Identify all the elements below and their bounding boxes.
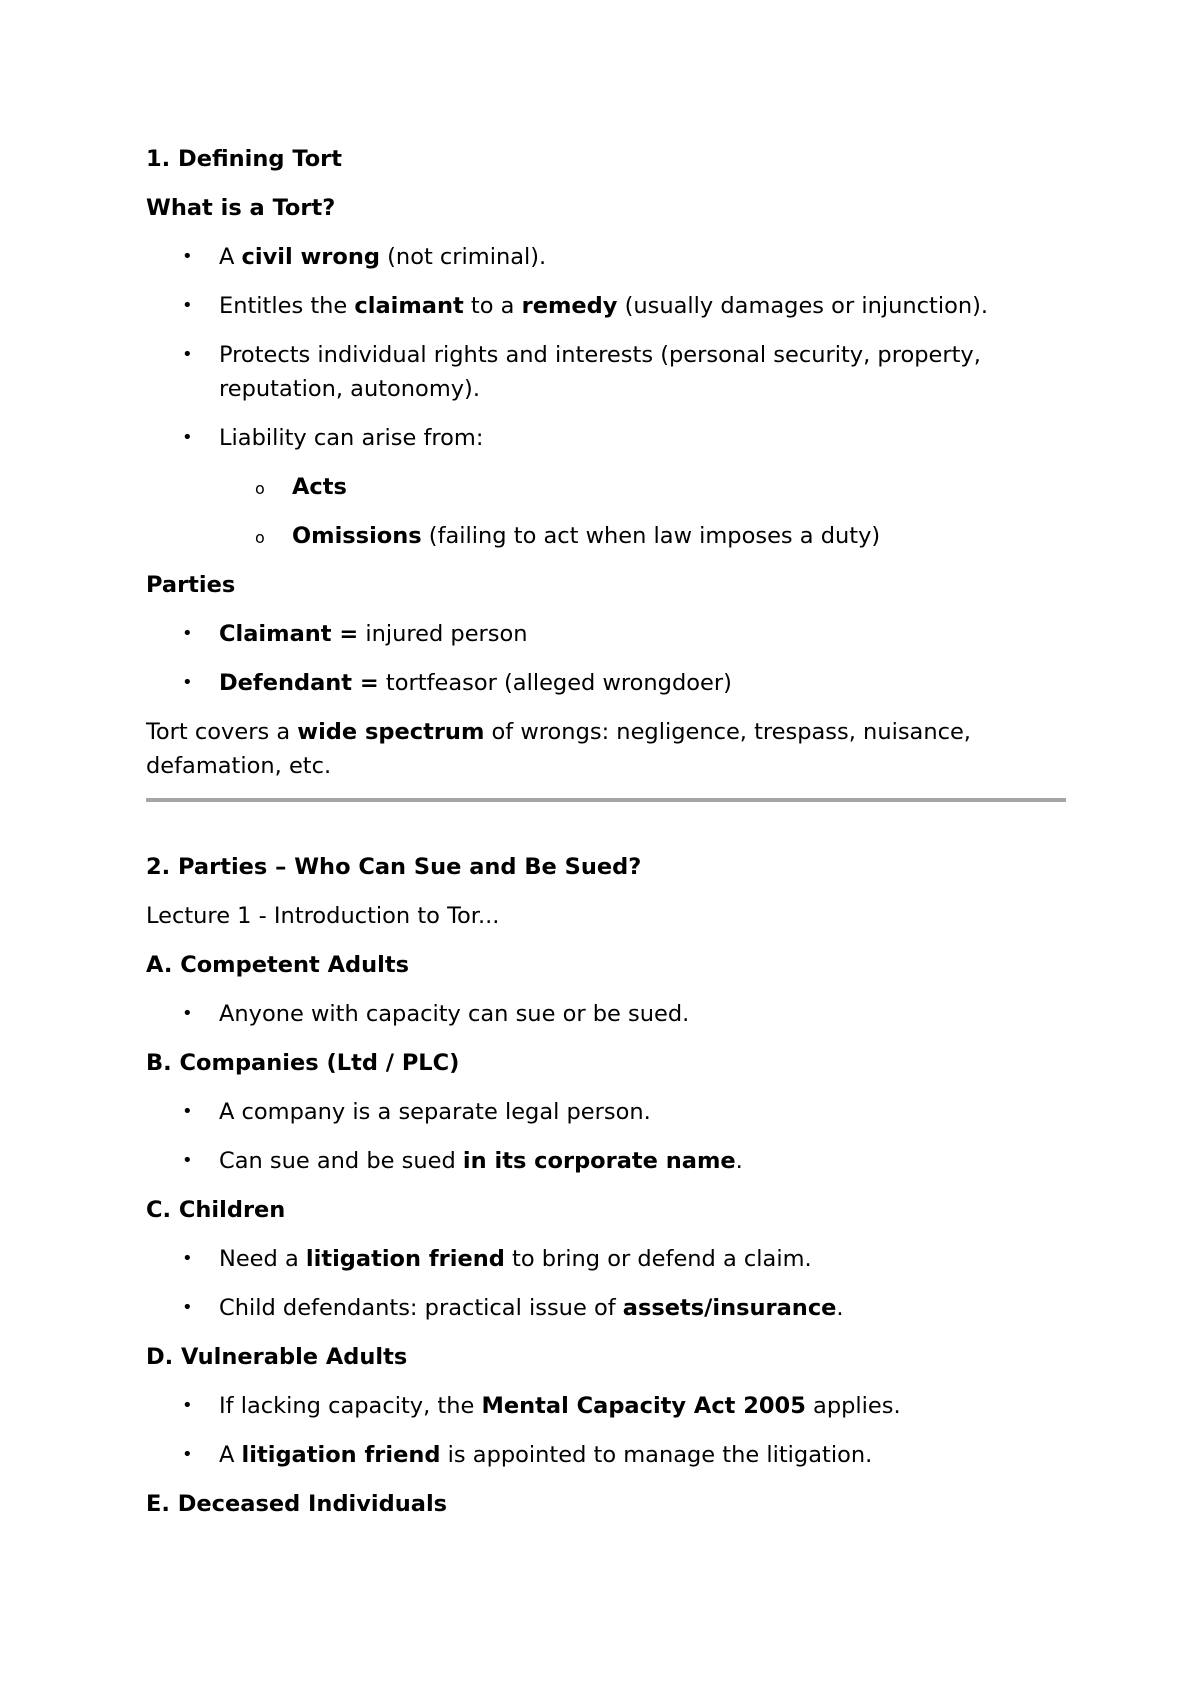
list-item: • Defendant = tortfeasor (alleged wrongdoer) (146, 666, 1066, 700)
children-list (146, 1242, 1066, 1325)
bullet-icon: • (182, 1150, 193, 1171)
bullet-icon: • (182, 1395, 193, 1416)
competent-adults-heading: A. Competent Adults (146, 952, 410, 978)
bullet-icon: • (182, 1444, 193, 1465)
competent-adults-list (146, 997, 1066, 1031)
horizontal-divider (146, 798, 1066, 802)
bullet-icon: • (182, 344, 193, 365)
bullet-icon: • (182, 1101, 193, 1122)
vulnerable-adults-heading: D. Vulnerable Adults (146, 1344, 408, 1370)
bullet-icon: • (182, 246, 193, 267)
section-2-title: 2. Parties – Who Can Sue and Be Sued? (146, 854, 642, 880)
tort-spectrum-paragraph: Tort covers a wide spectrum of wrongs: negligence, trespass, nuisance, defamation, etc. (146, 719, 971, 779)
list-item: • Need a litigation friend to bring or defend a claim. (146, 1242, 1066, 1276)
parties-heading: Parties (146, 572, 236, 598)
list-item: • Child defendants: practical issue of assets/insurance. (146, 1291, 1066, 1325)
list-item: • If lacking capacity, the Mental Capacity Act 2005 applies. (146, 1389, 1066, 1423)
list-item: • Claimant = injured person (146, 617, 1066, 651)
bullet-icon: • (182, 1003, 193, 1024)
list-item: • A civil wrong (not criminal). (146, 240, 1066, 274)
deceased-individuals-heading: E. Deceased Individuals (146, 1491, 448, 1517)
list-item: • A company is a separate legal person. (146, 1095, 1066, 1129)
bullet-icon: • (182, 427, 193, 448)
list-item: • Anyone with capacity can sue or be sued. (146, 997, 1066, 1031)
document-content (146, 142, 1066, 1536)
sub-bullet-icon: o (255, 528, 265, 547)
what-is-tort-heading: What is a Tort? (146, 195, 336, 221)
bullet-icon: • (182, 295, 193, 316)
parties-list (146, 617, 1066, 700)
companies-list (146, 1095, 1066, 1178)
bullet-icon: • (182, 1297, 193, 1318)
vulnerable-adults-list (146, 1389, 1066, 1472)
sub-bullet-icon: o (255, 479, 265, 498)
list-item: • Can sue and be sued in its corporate name. (146, 1144, 1066, 1178)
bullet-icon: • (182, 672, 193, 693)
list-item: • Liability can arise from: o Acts o Omissions (failing to act when law imposes a duty) (146, 421, 1066, 553)
lecture-link[interactable]: Lecture 1 - Introduction to Tor... (146, 903, 500, 929)
children-heading: C. Children (146, 1197, 286, 1223)
list-item: • A litigation friend is appointed to manage the litigation. (146, 1438, 1066, 1472)
liability-sources-list (219, 470, 1066, 553)
bullet-icon: • (182, 623, 193, 644)
tort-definition-list (146, 240, 1066, 553)
companies-heading: B. Companies (Ltd / PLC) (146, 1050, 460, 1076)
list-item: o Omissions (failing to act when law imposes a duty) (219, 519, 1066, 553)
list-item: • Entitles the claimant to a remedy (usually damages or injunction). (146, 289, 1066, 323)
bullet-icon: • (182, 1248, 193, 1269)
list-item: • Protects individual rights and interests (personal security, property, reputation, autonomy). (146, 338, 1066, 406)
section-1-title: 1. Defining Tort (146, 146, 343, 172)
list-item: o Acts (219, 470, 1066, 504)
